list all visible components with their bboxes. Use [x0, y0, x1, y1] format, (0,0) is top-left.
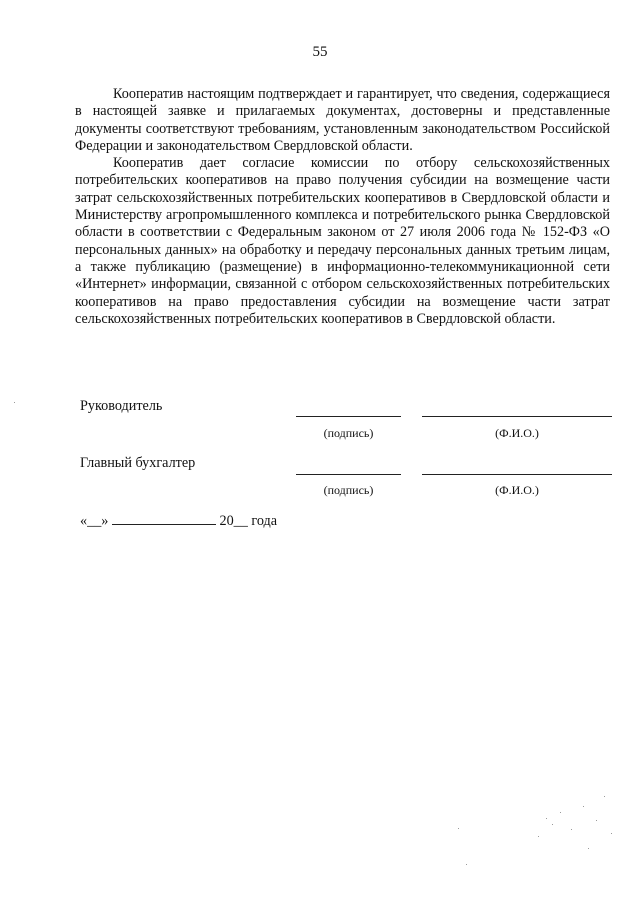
- scan-speckle: [546, 818, 547, 819]
- body-text: [75, 86, 610, 328]
- name-caption-director: (Ф.И.О.): [495, 426, 539, 440]
- scan-speckle: [538, 836, 539, 837]
- scan-speckle: [596, 820, 597, 821]
- scan-speckle: [588, 848, 589, 849]
- scan-speckle: [583, 806, 584, 807]
- paragraph-guarantee: Кооператив настоящим подтверждает и гарантирует, что сведения, содержащиеся в настоящей заявке и прилагаемых документах, достоверны и представленные документы соответствуют требованиям, установленным законодательством Российской Федерации и законодательством Свердловской области.: [75, 86, 610, 154]
- scan-speckle: [466, 864, 467, 865]
- signature-line-accountant: [296, 474, 401, 475]
- page-number: 55: [312, 44, 328, 60]
- date-year: 20__: [219, 513, 248, 529]
- scan-speckle: [560, 812, 561, 813]
- scan-speckle: [458, 828, 459, 829]
- date-year-suffix: года: [251, 513, 278, 529]
- scan-speckle: [604, 796, 605, 797]
- scan-speckle: [571, 829, 572, 830]
- signature-line-director: [296, 416, 401, 417]
- name-line-accountant: [422, 474, 612, 475]
- date-month-blank: [112, 512, 216, 525]
- signature-caption-accountant: (подпись): [323, 483, 374, 497]
- signature-caption-director: (подпись): [323, 426, 374, 440]
- scan-speckle: [14, 402, 15, 403]
- scan-speckle: [552, 824, 553, 825]
- name-line-director: [422, 416, 612, 417]
- date-day: «__»: [80, 513, 109, 529]
- name-caption-accountant: (Ф.И.О.): [495, 483, 539, 497]
- scan-speckle: [611, 833, 612, 834]
- signature-role-accountant: Главный бухгалтер: [80, 455, 196, 471]
- date-line: [80, 512, 277, 530]
- paragraph-consent: Кооператив дает согласие комиссии по отбору сельскохозяйственных потребительских кооперативов на право получения субсидии на возмещение части затрат сельскохозяйственных потребительских кооперативов в Свердловской области и Министерству агропромышленного комплекса и потребительского рынка Свердловской области в соответствии с Федеральным законом от 27 июля 2006 года № 152-ФЗ «О персональных данных» на обработку и передачу персональных данных третьим лицам, а также публикацию (размещение) в информационно-телекоммуникационной сети «Интернет» информации, связанной с отбором сельскохозяйственных потребительских кооперативов на право предоставления субсидии на возмещение части затрат сельскохозяйственных потребительских кооперативов в Свердловской области.: [75, 155, 610, 327]
- signature-role-director: Руководитель: [80, 398, 163, 414]
